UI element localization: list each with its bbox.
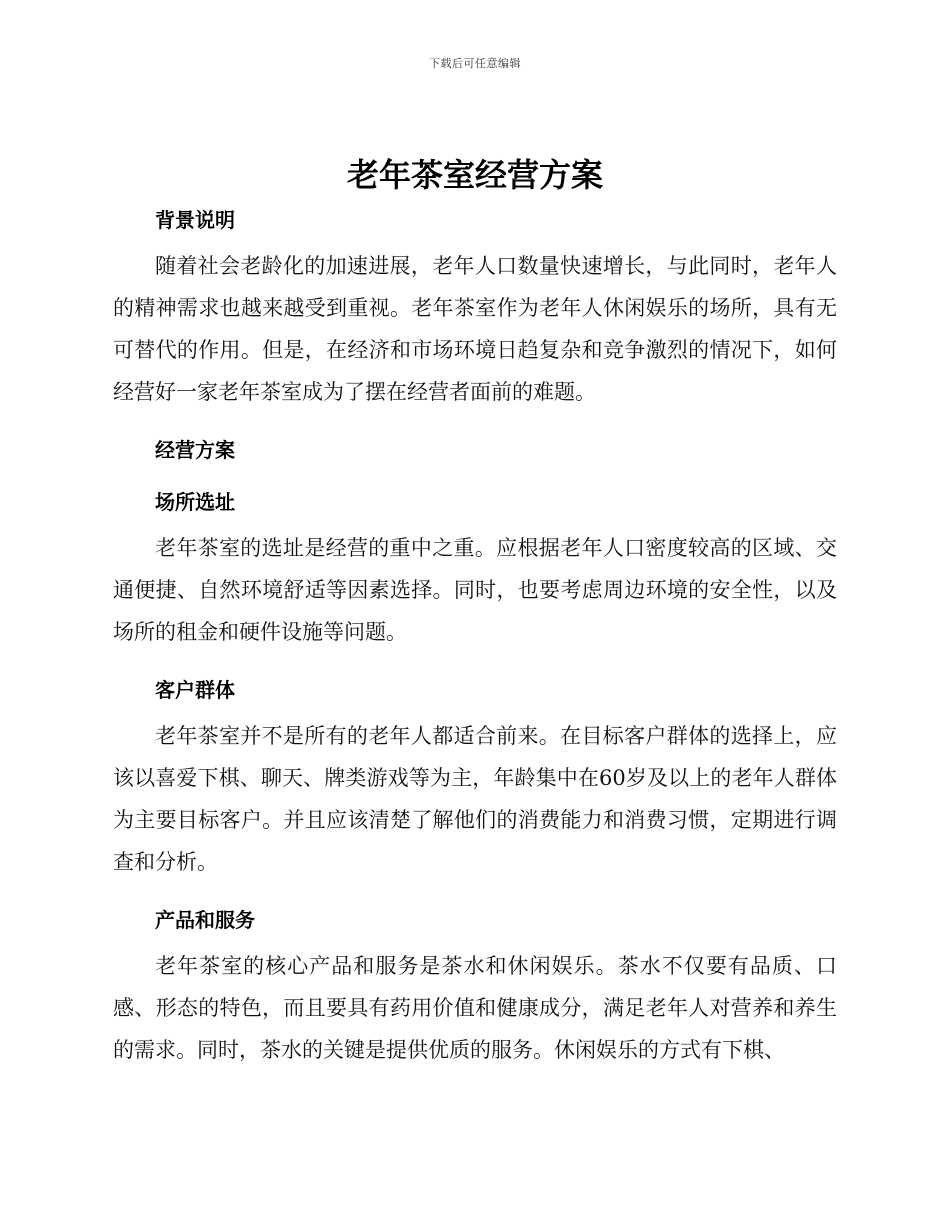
- paragraph-location: 老年茶室的选址是经营的重中之重。应根据老年人口密度较高的区域、交通便捷、自然环境舒适等因素选择。同时，也要考虑周边环境的安全性，以及场所的租金和硬件设施等问题。: [113, 536, 837, 644]
- paragraph-customers: 老年茶室并不是所有的老年人都适合前来。在目标客户群体的选择上，应该以喜爱下棋、聊天、牌类游戏等为主，年龄集中在60岁及以上的老年人群体为主要目标客户。并且应该清楚了解他们的消费能力和消费习惯，定期进行调查和分析。: [113, 724, 837, 874]
- document-body: [113, 205, 837, 1071]
- section-heading-customers: 客户群体: [155, 678, 235, 702]
- paragraph-background: 随着社会老龄化的加速进展，老年人口数量快速增长，与此同时，老年人的精神需求也越来越受到重视。老年茶室作为老年人休闲娱乐的场所，具有无可替代的作用。但是，在经济和市场环境日趋复杂和竞争激烈的情况下，如何经营好一家老年茶室成为了摆在经营者面前的难题。: [113, 254, 837, 404]
- header-note: 下载后可任意编辑: [429, 57, 521, 70]
- section-heading-products: 产品和服务: [155, 908, 255, 932]
- section-heading-plan: 经营方案: [155, 438, 235, 462]
- paragraph-products: 老年茶室的核心产品和服务是茶水和休闲娱乐。茶水不仅要有品质、口感、形态的特色，而且要具有药用价值和健康成分，满足老年人对营养和养生的需求。同时，茶水的关键是提供优质的服务。休闲娱乐的方式有下棋、: [113, 954, 837, 1062]
- section-heading-background: 背景说明: [155, 208, 235, 232]
- document-title: 老年茶室经营方案: [346, 156, 603, 194]
- section-heading-location: 场所选址: [155, 490, 235, 514]
